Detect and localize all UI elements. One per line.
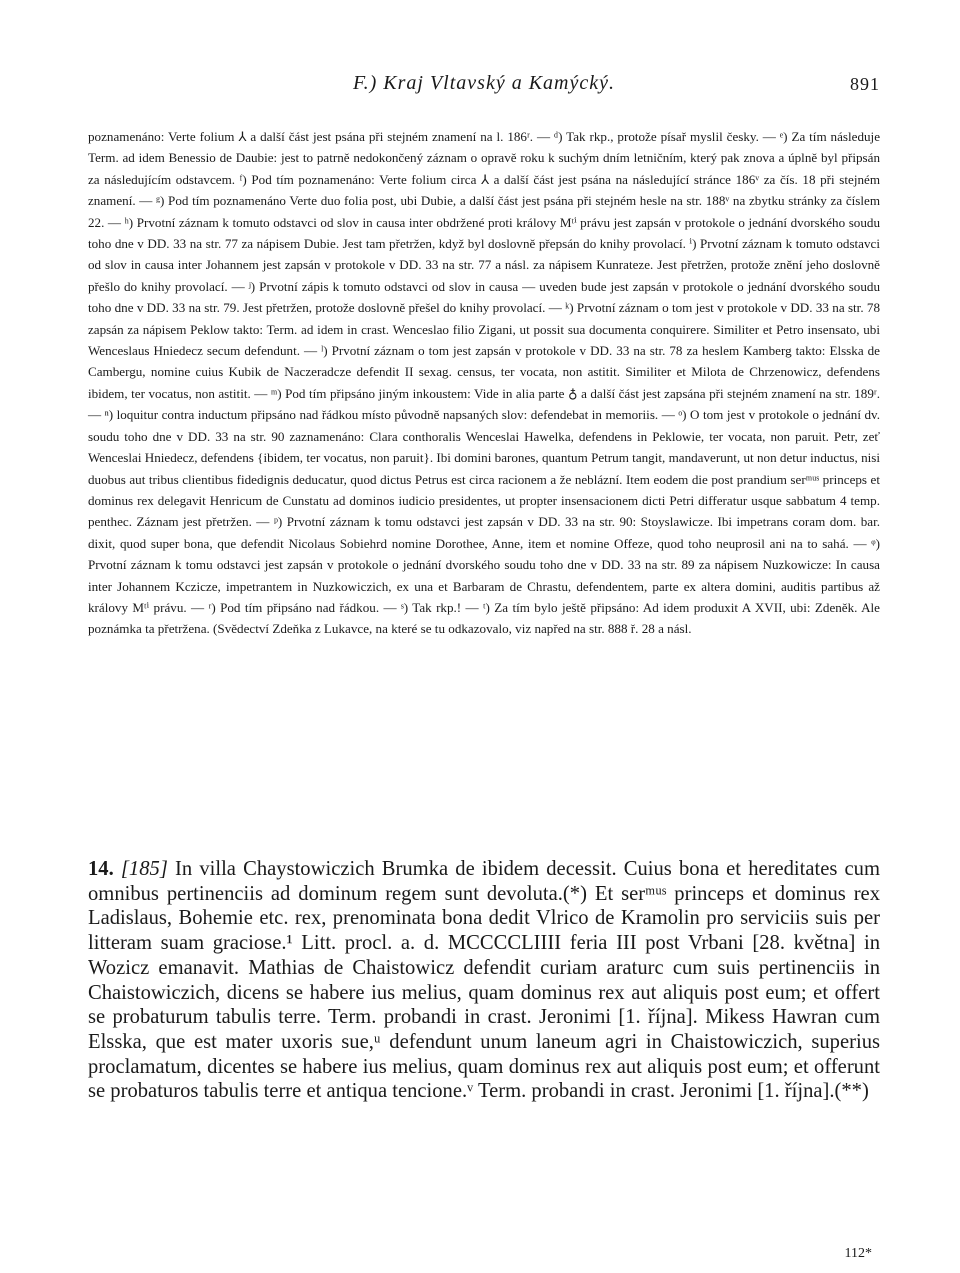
main-text-block <box>88 857 880 1104</box>
folio-reference: [185] <box>120 858 168 880</box>
running-title: F.) Kraj Vltavský a Kamýcký. <box>352 72 615 94</box>
signature-mark: 112* <box>844 1246 872 1261</box>
page-header <box>88 72 880 102</box>
entry-text: In villa Chaystowiczich Brumka de ibidem decessit. Cuius bona et hereditates cum omnibus pertinenciis ad dominum regem sunt devoluta.(*) Et serᵐᵘˢ princeps et dominus rex Ladislaus, Bohemie etc. rex, prenominata bona dedit Vlrico de Kramolin pro serviciis suis per litteram suam graciose.¹ Litt. procl. a. d. MCCCCLIIII feria III post Vrbani [28. května] in Wozicz emanavit. Mathias de Chaistowicz defendit curiam araturc cum suis pertinenciis in Chaistowiczich, dicens se habere ius melius, quam dominus rex aut aliquis post eum; et offert se probaturum tabulis terre. Term. probandi in crast. Jeronimi [1. října]. Mikess Hawran cum Elsska, que est mater uxoris sue,ᵘ defendunt unum laneum agri in Chaistowiczich, superius proclamatum, dicentes se habere ius melius, quam dominus rex aut aliquis post eum; et offerunt se probaturos tabulis terre et antiqua tencione.ᵛ Term. probandi in crast. Jeronimi [1. října].(**) <box>88 858 880 1103</box>
entry-number: 14. <box>88 858 114 880</box>
footnotes-block <box>88 126 880 640</box>
page-number: 891 <box>850 74 880 94</box>
footnote-text: poznamenáno: Verte folium ⅄ a další část jest psána při stejném znamení na l. 186ʳ. — ᵈ) Tak rkp., protože písař myslil česky. — ᵉ) Za tím následuje Term. ad idem Benessio de Daubie: jest to patrně nedokončený záznam o opravě roku k suchým dním letničním, který pak znova a úplně byl připsán za následujícím odstavcem. ᶠ) Pod tím poznamenáno: Verte folium circa ⅄ a další část jest psána na následující stránce 186ᵛ za čís. 18 při stejném znamení. — ᵍ) Pod tím poznamenáno Verte duo folia post, ubi Dubie, a další část jest psána při stejném hesle na str. 188ᵛ na zbytku stránky za číslem 22. — ʰ) Prvotní záznam k tomuto odstavci od slov in causa inter obdržené proti královy Mᵗⁱ právu jest zapsán v protokole o jednání dvorského soudu toho dne v DD. 33 na str. 77 za nápisem Dubie. Jest tam přetržen, když byl doslovně přepsán do knihy provolací. ⁱ) Prvotní záznam k tomuto odstavci od slov in causa inter Johannem jest zapsán v protokole v DD. 33 na str. 77 a násl. za nápisem Kunrateze. Jest přetržen, protože znění jeho doslovně přešlo do knihy provolací. — ʲ) Prvotní zápis k tomuto odstavci od slov in causa — uveden bude jest zapsán v protokole o jednání dvorského soudu toho dne v DD. 33 na str. 79. Jest přetržen, protože doslovně přešel do knihy provolací. — ᵏ) Prvotní záznam o tom jest v protokole v DD. 33 na str. 78 zapsán za nápisem Peklow takto: Term. ad idem in crast. Wenceslao filio Zigani, ut possit sua documenta conquirere. Similiter et Petro insensato, ubi Wenceslaus Hniedecz secum defendunt. — ˡ) Prvotní záznam o tom jest zapsán v protokole v DD. 33 na str. 78 za heslem Kamberg takto: Elsska de Cambergu, nomine cuius Kubik de Naczeradcze defendit II sexag. census, ter vocata, non astitit. Similiter et Milota de Chrzenowicz, defendens ibidem, ter vocatus, non astitit. — ᵐ) Pod tím připsáno jiným inkoustem: Vide in alia parte ♁ a další část jest zapsána při stejném znamení na str. 189ʳ. — ⁿ) loquitur contra inductum připsáno nad řádkou místo původně napsaných slov: defendebat in memoriis. — ᵒ) O tom jest v protokole o jednání dv. soudu toho dne v DD. 33 na str. 90 zaznamenáno: Clara conthoralis Wenceslai Hawelka, defendens in Peklowie, ter vocata, non paruit. Petr, zeť Wenceslai Hniedecz, defendens {ibidem, ter vocatus, non paruit}. Ibi domini barones, quantum Petrum tangit, mandaverunt, ut non detur inductus, nisi duobus aut tribus clientibus fidedignis deducatur, quod dictus Petrus est circa racionem a že neblázní. Item eodem die post prandium serᵐᵘˢ princeps et dominus rex delegavit Henricum de Cunstatu ad dominos iudicio presidentes, ut propter insensacionem dicti Petri differatur usque sabbatum 4 temp. penthec. Záznam jest přetržen. — ᵖ) Prvotní záznam k tomu odstavci jest zapsán v DD. 33 na str. 90: Stoyslawicze. Ibi impetrans coram dom. bar. dixit, quod super bona, que defendit Nicolaus Sobiehrd nomine Dorothee, Anne, item et nomine Offeze, quod toho neuprosil ani na to sahá. — ᵠ) Prvotní záznam k tomu odstavci jest zapsán v protokole o jednání dvorského soudu toho dne v DD. 33 na str. 89 za nápisem Nuzkowicze: In causa inter Johannem Kczicze, impetrantem in Nuzkowiczich, ex una et Barbaram de Chrastu, defendentem, parte ex altera domini, auditis partibus až královy Mᵗⁱ právu. — ʳ) Pod tím připsáno nad řádkou. — ˢ) Tak rkp.! — ᵗ) Za tím bylo ještě připsáno: Ad idem produxit A XVII, ubi: Zdeněk. Ale poznámka ta přetržena. (Svědectví Zdeňka z Lukavce, na které se tu odkazovalo, viz napřed na str. 888 ř. 28 a násl. <box>88 129 880 637</box>
